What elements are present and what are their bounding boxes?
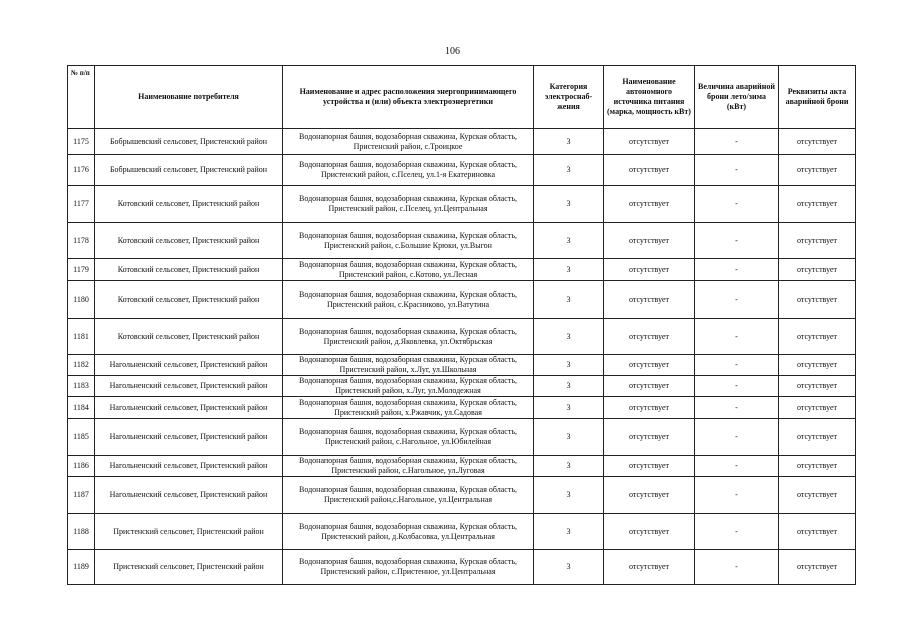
header-category: Категория электроснаб-жения (534, 66, 604, 129)
consumer-name: Нагольненский сельсовет, Пристенский район (95, 376, 283, 397)
supply-category: 3 (534, 376, 604, 397)
row-number: 1184 (68, 397, 95, 419)
row-number: 1177 (68, 186, 95, 223)
consumer-name: Бобрышевский сельсовет, Пристенский район (95, 155, 283, 186)
consumer-name: Котовский сельсовет, Пристенский район (95, 319, 283, 355)
consumer-name: Котовский сельсовет, Пристенский район (95, 186, 283, 223)
table-row (68, 376, 856, 397)
act-details: отсутствует (779, 376, 856, 397)
row-number: 1185 (68, 419, 95, 456)
supply-category: 3 (534, 155, 604, 186)
supply-category: 3 (534, 456, 604, 477)
reserve-table (67, 65, 856, 585)
row-number: 1181 (68, 319, 95, 355)
supply-category: 3 (534, 319, 604, 355)
act-details: отсутствует (779, 550, 856, 585)
supply-category: 3 (534, 514, 604, 550)
reserve-value: - (695, 281, 779, 319)
header-num: № п/п (68, 66, 95, 129)
row-number: 1188 (68, 514, 95, 550)
reserve-value: - (695, 376, 779, 397)
row-number: 1187 (68, 477, 95, 514)
act-details: отсутствует (779, 456, 856, 477)
autonomous-source: отсутствует (604, 419, 695, 456)
row-number: 1180 (68, 281, 95, 319)
table-row (68, 397, 856, 419)
table-body (68, 129, 856, 585)
header-consumer: Наименование потребителя (95, 66, 283, 129)
header-row (68, 66, 856, 129)
consumer-name: Нагольненский сельсовет, Пристенский район (95, 419, 283, 456)
device-address: Водонапорная башня, водозаборная скважина, Курская область, Пристенский район, с.Красниково, ул.Ватутина (283, 281, 534, 319)
autonomous-source: отсутствует (604, 376, 695, 397)
reserve-value: - (695, 477, 779, 514)
table-row (68, 319, 856, 355)
reserve-value: - (695, 456, 779, 477)
device-address: Водонапорная башня, водозаборная скважина, Курская область, Пристенский район, х.Луг, ул.Молодежная (283, 376, 534, 397)
reserve-value: - (695, 319, 779, 355)
consumer-name: Нагольненский сельсовет, Пристенский район (95, 456, 283, 477)
act-details: отсутствует (779, 477, 856, 514)
row-number: 1186 (68, 456, 95, 477)
device-address: Водонапорная башня, водозаборная скважина, Курская область, Пристенский район, х.Луг, ул.Школьная (283, 355, 534, 376)
autonomous-source: отсутствует (604, 129, 695, 155)
reserve-value: - (695, 223, 779, 259)
autonomous-source: отсутствует (604, 355, 695, 376)
row-number: 1182 (68, 355, 95, 376)
device-address: Водонапорная башня, водозаборная скважина, Курская область, Пристенский район, с.Пселец, ул.1-я Екатериновка (283, 155, 534, 186)
supply-category: 3 (534, 186, 604, 223)
reserve-value: - (695, 550, 779, 585)
autonomous-source: отсутствует (604, 397, 695, 419)
supply-category: 3 (534, 477, 604, 514)
act-details: отсутствует (779, 129, 856, 155)
autonomous-source: отсутствует (604, 477, 695, 514)
autonomous-source: отсутствует (604, 550, 695, 585)
table-row (68, 129, 856, 155)
act-details: отсутствует (779, 223, 856, 259)
page-number: 106 (445, 46, 460, 57)
act-details: отсутствует (779, 281, 856, 319)
consumer-name: Пристенский сельсовет, Пристенский район (95, 550, 283, 585)
act-details: отсутствует (779, 259, 856, 281)
device-address: Водонапорная башня, водозаборная скважина, Курская область, Пристенский район, х.Ржавчик, ул.Садовая (283, 397, 534, 419)
consumer-name: Бобрышевский сельсовет, Пристенский район (95, 129, 283, 155)
reserve-value: - (695, 155, 779, 186)
supply-category: 3 (534, 129, 604, 155)
reserve-value: - (695, 419, 779, 456)
supply-category: 3 (534, 281, 604, 319)
device-address: Водонапорная башня, водозаборная скважина, Курская область, Пристенский район,с.Нагольное, ул.Центральная (283, 477, 534, 514)
reserve-value: - (695, 397, 779, 419)
consumer-name: Нагольненский сельсовет, Пристенский район (95, 355, 283, 376)
consumer-name: Нагольненский сельсовет, Пристенский район (95, 477, 283, 514)
device-address: Водонапорная башня, водозаборная скважина, Курская область, Пристенский район, с.Большие Крюки, ул.Выгон (283, 223, 534, 259)
table-row (68, 259, 856, 281)
reserve-value: - (695, 355, 779, 376)
device-address: Водонапорная башня, водозаборная скважина, Курская область, Пристенский район, д.Яковлевка, ул.Октябрьская (283, 319, 534, 355)
row-number: 1175 (68, 129, 95, 155)
reserve-value: - (695, 514, 779, 550)
table-row (68, 456, 856, 477)
act-details: отсутствует (779, 155, 856, 186)
autonomous-source: отсутствует (604, 223, 695, 259)
act-details: отсутствует (779, 355, 856, 376)
device-address: Водонапорная башня, водозаборная скважина, Курская область, Пристенский район, с.Котово, ул.Лесная (283, 259, 534, 281)
autonomous-source: отсутствует (604, 514, 695, 550)
supply-category: 3 (534, 550, 604, 585)
consumer-name: Котовский сельсовет, Пристенский район (95, 281, 283, 319)
table-row (68, 281, 856, 319)
act-details: отсутствует (779, 419, 856, 456)
act-details: отсутствует (779, 319, 856, 355)
table-row (68, 514, 856, 550)
consumer-name: Котовский сельсовет, Пристенский район (95, 259, 283, 281)
header-device: Наименование и адрес расположения энергопринимающего устройства и (или) объекта электроэнергетики (283, 66, 534, 129)
autonomous-source: отсутствует (604, 319, 695, 355)
table-row (68, 223, 856, 259)
table-row (68, 419, 856, 456)
act-details: отсутствует (779, 514, 856, 550)
supply-category: 3 (534, 223, 604, 259)
row-number: 1179 (68, 259, 95, 281)
consumer-name: Нагольненский сельсовет, Пристенский район (95, 397, 283, 419)
device-address: Водонапорная башня, водозаборная скважина, Курская область, Пристенский район, с.Пристенное, ул.Центральная (283, 550, 534, 585)
device-address: Водонапорная башня, водозаборная скважина, Курская область, Пристенский район, с.Пселец, ул.Центральная (283, 186, 534, 223)
device-address: Водонапорная башня, водозаборная скважина, Курская область, Пристенский район, с.Нагольное, ул.Луговая (283, 456, 534, 477)
autonomous-source: отсутствует (604, 456, 695, 477)
header-autonomous-source: Наименование автономного источника питания (марка, мощность кВт) (604, 66, 695, 129)
table-row (68, 355, 856, 376)
reserve-value: - (695, 186, 779, 223)
device-address: Водонапорная башня, водозаборная скважина, Курская область, Пристенский район, с.Троицкое (283, 129, 534, 155)
device-address: Водонапорная башня, водозаборная скважина, Курская область, Пристенский район, д.Колбасовка, ул.Центральная (283, 514, 534, 550)
supply-category: 3 (534, 419, 604, 456)
row-number: 1178 (68, 223, 95, 259)
table-row (68, 477, 856, 514)
table-row (68, 155, 856, 186)
autonomous-source: отсутствует (604, 186, 695, 223)
act-details: отсутствует (779, 397, 856, 419)
reserve-value: - (695, 259, 779, 281)
row-number: 1189 (68, 550, 95, 585)
supply-category: 3 (534, 259, 604, 281)
reserve-value: - (695, 129, 779, 155)
supply-category: 3 (534, 355, 604, 376)
row-number: 1183 (68, 376, 95, 397)
consumer-name: Пристенский сельсовет, Пристенский район (95, 514, 283, 550)
row-number: 1176 (68, 155, 95, 186)
supply-category: 3 (534, 397, 604, 419)
autonomous-source: отсутствует (604, 155, 695, 186)
act-details: отсутствует (779, 186, 856, 223)
header-act-details: Реквизиты акта аварийной брони (779, 66, 856, 129)
header-emergency-reserve: Величина аварийной брони лето/зима (кВт) (695, 66, 779, 129)
consumer-name: Котовский сельсовет, Пристенский район (95, 223, 283, 259)
table-row (68, 186, 856, 223)
table-row (68, 550, 856, 585)
device-address: Водонапорная башня, водозаборная скважина, Курская область, Пристенский район, с.Нагольное, ул.Юбилейная (283, 419, 534, 456)
autonomous-source: отсутствует (604, 281, 695, 319)
autonomous-source: отсутствует (604, 259, 695, 281)
